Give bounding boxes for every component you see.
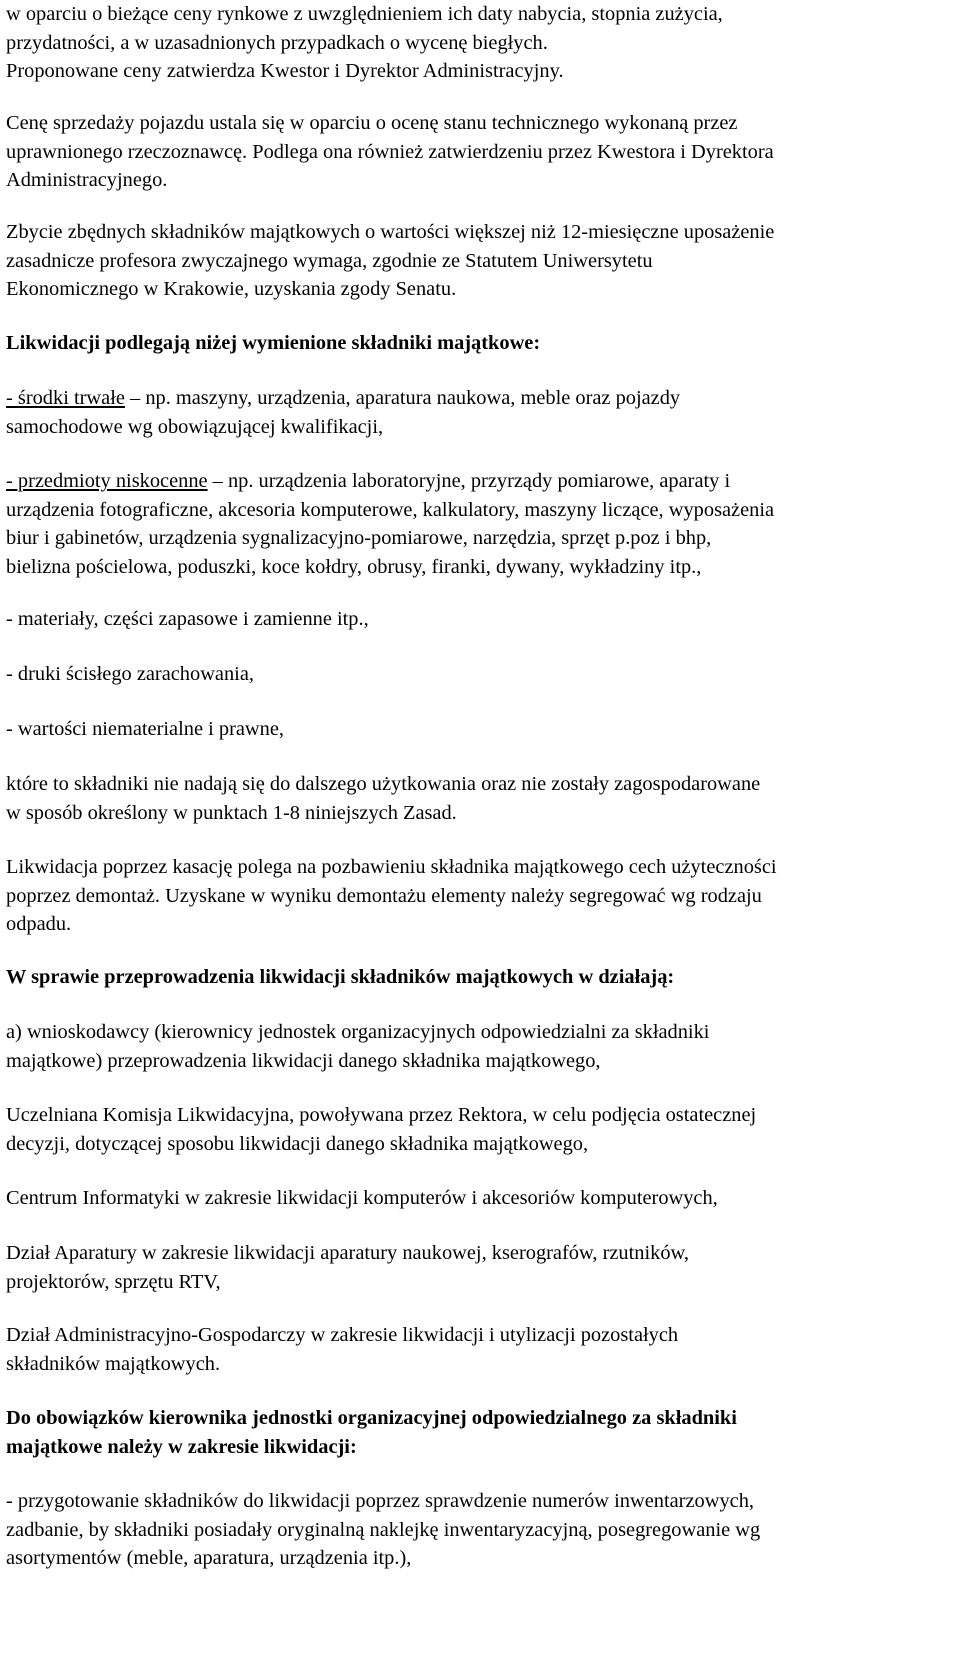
item-label: - środki trwałe (6, 387, 125, 409)
text-line: decyzji, dotyczącej sposobu likwidacji danego składnika majątkowego, (6, 1132, 589, 1155)
heading-liquidation-items (6, 329, 954, 358)
text-line: przydatności, a w uzasadnionych przypadkach o wycenę biegłych. (6, 31, 548, 54)
list-item-low-value (6, 467, 954, 581)
paragraph-unusable (6, 770, 954, 827)
paragraph-equipment-dept (6, 1239, 954, 1296)
section-heading: W sprawie przeprowadzenia likwidacji składników majątkowych w działają: (6, 966, 675, 988)
text-line: urządzenia fotograficzne, akcesoria komputerowe, kalkulatory, maszyny liczące, wyposażenia (6, 498, 775, 521)
heading-liquidation-bodies (6, 963, 954, 992)
section-heading: majątkowe należy w zakresie likwidacji: (6, 1435, 357, 1458)
text-line: projektorów, sprzętu RTV, (6, 1270, 221, 1293)
text-line: - przygotowanie składników do likwidacji poprzez sprawdzenie numerów inwentarzowych, (6, 1490, 754, 1512)
text-line: a) wnioskodawcy (kierownicy jednostek organizacyjnych odpowiedzialni za składniki (6, 1021, 710, 1043)
paragraph-commission (6, 1101, 954, 1158)
text-line: - wartości niematerialne i prawne, (6, 718, 284, 740)
text-line: Uczelniana Komisja Likwidacyjna, powoływana przez Rektora, w celu podjęcia ostatecznej (6, 1104, 757, 1126)
text-line: biur i gabinetów, urządzenia sygnalizacyjno-pomiarowe, narzędzia, sprzęt p.poz i bhp, (6, 527, 712, 550)
text-line: Proponowane ceny zatwierdza Kwestor i Dyrektor Administracyjny. (6, 60, 564, 83)
paragraph-admin-dept (6, 1321, 954, 1378)
text-line: - materiały, części zapasowe i zamienne itp., (6, 608, 369, 630)
item-text: – np. urządzenia laboratoryjne, przyrządy pomiarowe, aparaty i (207, 470, 731, 492)
item-label: - przedmioty niskocenne (6, 470, 208, 492)
paragraph-senate-approval (6, 218, 954, 304)
section-heading: Do obowiązków kierownika jednostki organizacyjnej odpowiedzialnego za składniki (6, 1407, 737, 1429)
text-line: asortymentów (meble, aparatura, urządzenia itp.), (6, 1547, 412, 1570)
text-line: które to składniki nie nadają się do dalszego użytkowania oraz nie zostały zagospodarowane (6, 773, 761, 795)
text-line: Centrum Informatyki w zakresie likwidacji komputerów i akcesoriów komputerowych, (6, 1187, 718, 1209)
text-line: Ekonomicznego w Krakowie, uzyskania zgody Senatu. (6, 278, 457, 301)
heading-manager-duties (6, 1404, 954, 1461)
text-line: samochodowe wg obowiązującej kwalifikacji, (6, 415, 384, 438)
text-line: Cenę sprzedaży pojazdu ustala się w oparciu o ocenę stanu technicznego wykonaną przez (6, 112, 738, 134)
text-line: w sposób określony w punktach 1-8 niniejszych Zasad. (6, 801, 457, 824)
text-line: Dział Aparatury w zakresie likwidacji aparatury naukowej, kserografów, rzutników, (6, 1242, 690, 1264)
section-heading: Likwidacji podlegają niżej wymienione składniki majątkowe: (6, 332, 541, 354)
item-text: – np. maszyny, urządzenia, aparatura naukowa, meble oraz pojazdy (124, 387, 681, 409)
text-line: - druki ścisłego zarachowania, (6, 663, 254, 685)
text-line (6, 384, 954, 413)
text-line: odpadu. (6, 913, 72, 936)
paragraph-valuation (6, 0, 954, 86)
text-line: składników majątkowych. (6, 1352, 221, 1375)
list-item-materials (6, 605, 954, 634)
paragraph-vehicle-price (6, 109, 954, 195)
text-line: majątkowe) przeprowadzenia likwidacji danego składnika majątkowego, (6, 1049, 601, 1072)
text-line: uprawnionego rzeczoznawcę. Podlega ona również zatwierdzeniu przez Kwestora i Dyrektora (6, 140, 774, 163)
list-item-forms (6, 660, 954, 689)
paragraph-preparation (6, 1487, 954, 1573)
text-line: Likwidacja poprzez kasację polega na pozbawieniu składnika majątkowego cech użyteczności (6, 856, 777, 878)
list-item-intangibles (6, 715, 954, 744)
text-line: poprzez demontaż. Uzyskane w wyniku demontażu elementy należy segregować wg rodzaju (6, 884, 762, 907)
paragraph-applicants (6, 1018, 954, 1075)
paragraph-scrapping (6, 853, 954, 939)
text-line: Dział Administracyjno-Gospodarczy w zakresie likwidacji i utylizacji pozostałych (6, 1324, 679, 1346)
text-line: Zbycie zbędnych składników majątkowych o wartości większej niż 12-miesięczne uposażenie (6, 221, 775, 243)
text-line: zasadnicze profesora zwyczajnego wymaga, zgodnie ze Statutem Uniwersytetu (6, 249, 653, 272)
paragraph-it-centre (6, 1184, 954, 1213)
text-line: zadbanie, by składniki posiadały oryginalną naklejkę inwentaryzacyjną, posegregowanie wg (6, 1518, 761, 1541)
text-line: Administracyjnego. (6, 169, 168, 192)
text-line (6, 467, 954, 496)
text-line: bielizna pościelowa, poduszki, koce kołdry, obrusy, firanki, dywany, wykładziny itp., (6, 555, 702, 578)
text-line: w oparciu o bieżące ceny rynkowe z uwzględnieniem ich daty nabycia, stopnia zużycia, (6, 3, 723, 25)
list-item-fixed-assets (6, 384, 954, 441)
